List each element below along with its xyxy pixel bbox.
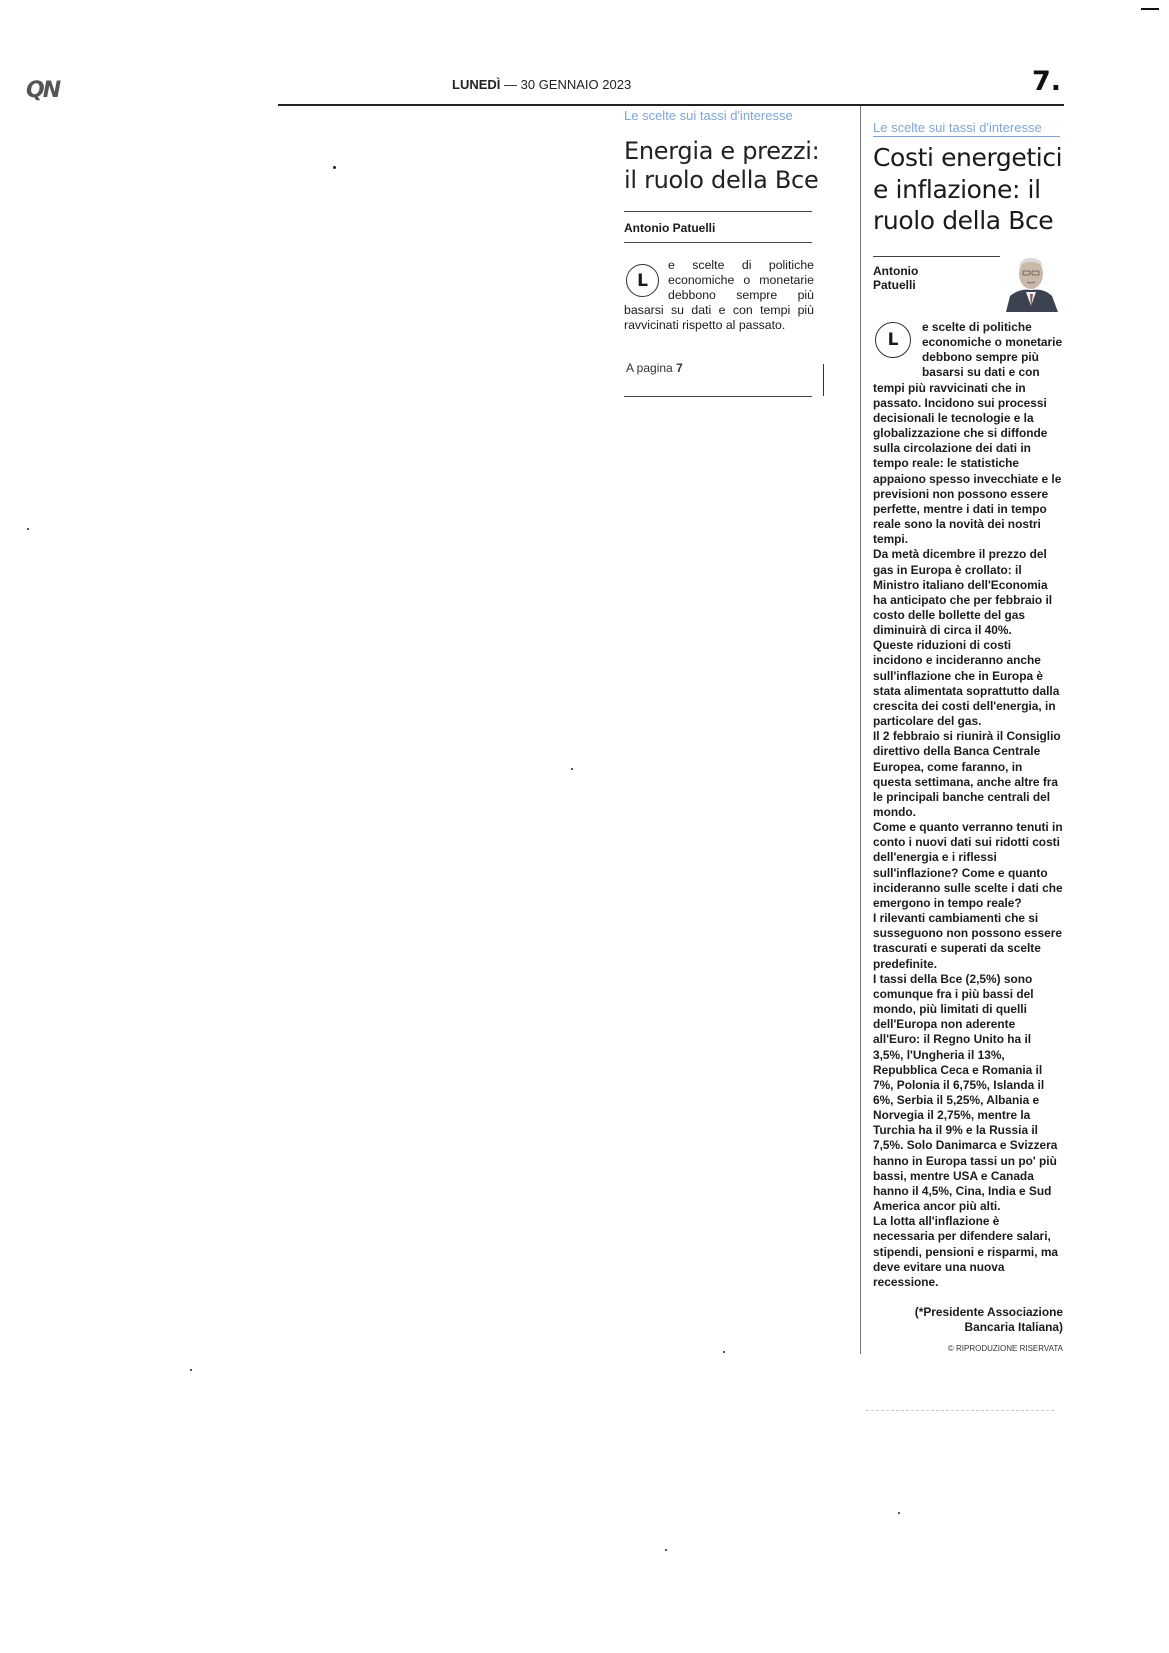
column-rule [860, 106, 861, 1354]
teaser-dropcap: L [626, 264, 659, 297]
teaser-ref-page: 7 [676, 361, 683, 375]
newspaper-logo: QN [26, 78, 60, 103]
scan-artifact-line [866, 1410, 1054, 1411]
weekday: LUNEDÌ [452, 77, 501, 92]
scan-speck [723, 1351, 725, 1353]
scan-speck [27, 528, 29, 530]
teaser-kicker: Le scelte sui tassi d'interesse [624, 108, 793, 123]
article-paragraph-8: La lotta all'inflazione è necessaria per difendere salari, stipendi, pensioni e risparmi, ma deve evitare una nuova recessione. [873, 1214, 1059, 1289]
article-title: Costi energetici e inflazione: il ruolo della Bce [873, 143, 1063, 235]
article-dropcap: L [875, 322, 911, 358]
teaser-ref-prefix: A pagina [626, 361, 673, 375]
article-paragraph-6: I rilevanti cambiamenti che si susseguono non possono essere trascurati e superati da scelte predefinite. [873, 911, 1062, 971]
article-paragraph-2: Da metà dicembre il prezzo del gas in Europa è crollato: il Ministro italiano dell'Economia ha anticipato che per febbraio il costo delle bollette del gas diminuirà di circa il 40%. [873, 547, 1053, 638]
article-paragraph-7: I tassi della Bce (2,5%) sono comunque fra i più bassi del mondo, più limitati di quelli dell'Europa non aderente all'Euro: il Regno Unito ha il 3,5%, l'Ungheria il 13%, Repubblica Ceca e Romania il 7%, Polonia il 6,75%, Islanda il 6%, Serbia il 5,25%, Albania e Norvegia il 2,75%, mentre la Turchia ha il 9% e la Russia il 7,5%. Solo Danimarca e Svizzera hanno in Europa tassi un po' più bassi, mentre USA e Canada hanno il 4,5%, Cina, India e Sud America ancor più alti. [873, 971, 1058, 1214]
dateline [452, 77, 631, 92]
dropcap-space [873, 320, 922, 366]
article-paragraph-1 [873, 320, 1063, 547]
copyright-notice: © RIPRODUZIONE RISERVATA [947, 1344, 1063, 1353]
author-signoff: (*Presidente Associazione Bancaria Italiana) [914, 1305, 1063, 1335]
article-paragraph-5: Come e quanto verranno tenuti in conto i nuovi dati sui ridotti costi dell'energia e i riflessi sull'inflazione? Come e quanto incideranno sulle scelte i dati che emergono in tempo reale? [873, 820, 1063, 910]
article-paragraph-3: Queste riduzioni di costi incidono e incideranno anche sull'inflazione che in Europa è stata alimentata soprattutto dalla crescita dei costi dell'energia, in particolare del gas. [873, 638, 1060, 729]
teaser-rule [624, 242, 812, 243]
teaser-page-link[interactable] [626, 361, 683, 375]
page-number: 7. [1032, 66, 1062, 97]
article-kicker: Le scelte sui tassi d'interesse [873, 120, 1042, 135]
teaser-title: Energia e prezzi: il ruolo della Bce [624, 137, 820, 194]
teaser-body-text: e scelte di politiche economiche o monetarie debbono sempre più basarsi su dati e con tempi più ravvicinati rispetto al passato. [624, 258, 814, 332]
article-body [873, 320, 1063, 1290]
header-rule [278, 104, 1064, 106]
scan-speck [333, 166, 336, 169]
teaser-vertical-rule [823, 364, 824, 396]
teaser-author: Antonio Patuelli [624, 221, 716, 235]
article-paragraph-4: Il 2 febbraio si riunirà il Consiglio direttivo della Banca Centrale Europea, come faranno, in questa settimana, anche altre fra le principali banche centrali del mondo. [873, 729, 1061, 819]
scan-speck [571, 768, 573, 770]
article-author: Antonio Patuelli [873, 264, 919, 292]
teaser-bottom-rule [624, 396, 812, 397]
article-paragraph-text: e scelte di politiche economiche o monetarie debbono sempre più basarsi su dati e con tempi più ravvicinati che in passato. Incidono sui processi decisionali le tecnologie e la globalizzazione che si diffonde sulla circolazione dei dati in tempo reale: le statistiche appaiono spesso invecchiate e le previsioni non possono essere perfette, mentre i dati in tempo reale sono la novità dei nostri tempi. [873, 320, 1063, 547]
teaser-rule [624, 211, 812, 212]
scan-speck [898, 1512, 900, 1514]
kicker-underline [873, 136, 1060, 137]
date: — 30 GENNAIO 2023 [504, 77, 632, 92]
scan-speck [665, 1549, 667, 1551]
scan-speck [190, 1369, 192, 1371]
corner-mark [1141, 8, 1159, 10]
author-portrait [1000, 248, 1062, 312]
